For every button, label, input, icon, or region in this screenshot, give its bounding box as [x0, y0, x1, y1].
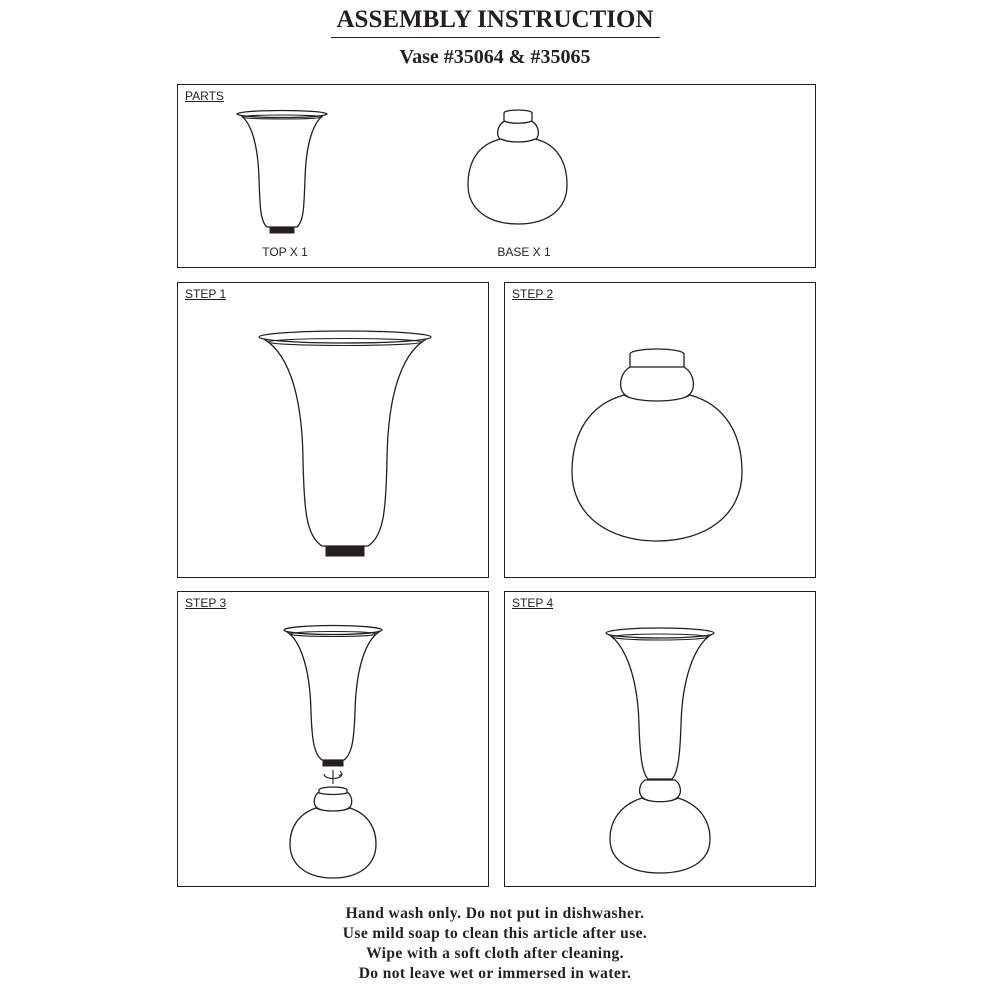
care-line: Wipe with a soft cloth after cleaning.	[366, 945, 624, 962]
step-3-label: STEP 3	[185, 596, 227, 610]
vase-base-illustration	[463, 107, 583, 232]
parts-panel	[177, 84, 816, 268]
step-1-panel	[177, 282, 489, 578]
step-4-label: STEP 4	[512, 596, 554, 610]
vase-top-illustration	[231, 109, 331, 239]
step-1-label: STEP 1	[185, 287, 227, 301]
vase-base-illustration	[568, 347, 748, 557]
care-line: Use mild soap to clean this article after use.	[342, 925, 648, 942]
vase-assembly-illustration	[278, 622, 388, 882]
care-line: Hand wash only. Do not put in dishwasher.	[345, 905, 645, 922]
step-2-panel	[504, 282, 816, 578]
care-instructions	[0, 904, 990, 984]
page-title: ASSEMBLY INSTRUCTION	[0, 6, 990, 38]
assembled-vase-illustration	[602, 625, 722, 875]
vase-top-illustration	[256, 329, 436, 565]
care-line: Do not leave wet or immersed in water.	[358, 965, 632, 982]
page-subtitle: Vase #35064 & #35065	[399, 46, 591, 68]
step-2-label: STEP 2	[512, 287, 554, 301]
step-3-panel	[177, 591, 489, 887]
top-part-caption: TOP X 1	[262, 245, 308, 259]
step-4-panel	[504, 591, 816, 887]
parts-label: PARTS	[185, 89, 224, 103]
base-part-caption: BASE X 1	[497, 245, 551, 259]
